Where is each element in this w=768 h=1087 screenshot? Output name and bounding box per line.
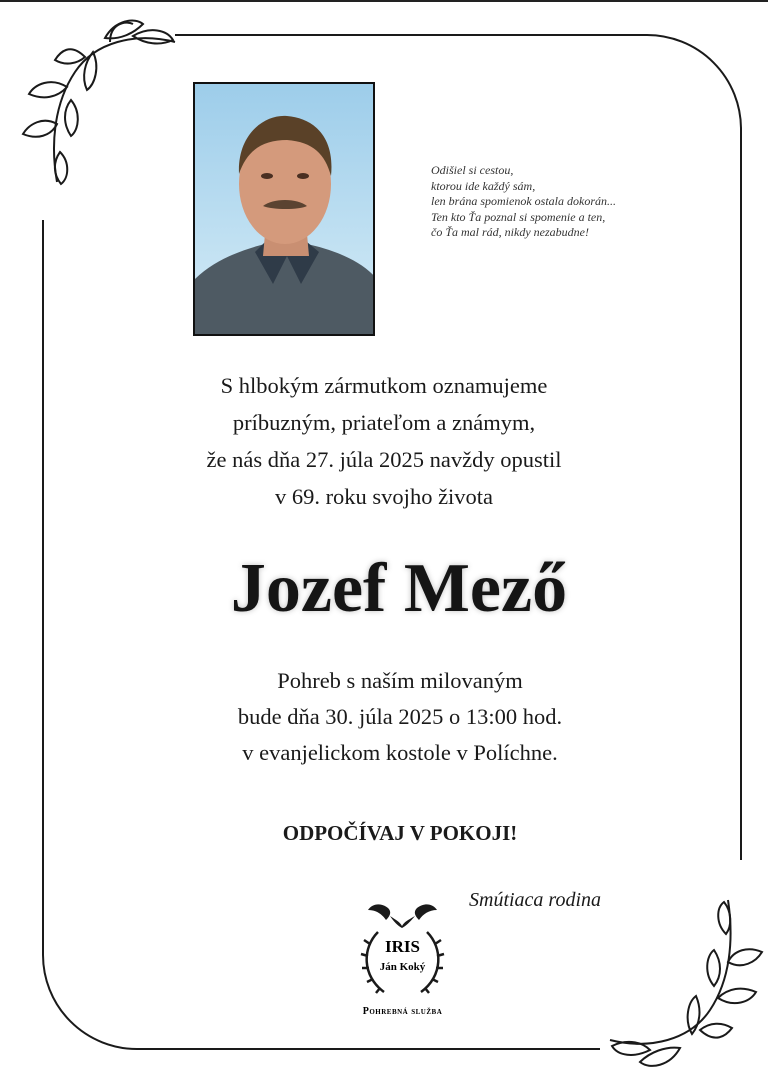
announcement-text — [0, 367, 768, 515]
poem-line: len brána spomienok ostala dokorán... — [431, 194, 616, 208]
top-border-line — [0, 0, 768, 2]
poem-line: Odišiel si cestou, — [431, 163, 514, 177]
funeral-line: Pohreb s naším milovaným — [277, 668, 523, 693]
doves-icon — [368, 904, 437, 928]
funeral-service-logo — [340, 898, 465, 1023]
logo-service: Pohrebná služba — [362, 1006, 443, 1017]
leaf-branch-bottom-right-icon — [600, 890, 768, 1080]
funeral-details — [0, 663, 768, 771]
logo-owner: Ján Koký — [379, 961, 426, 973]
announcement-line: príbuzným, priateľom a známym, — [232, 410, 536, 435]
memorial-poem — [431, 163, 691, 241]
portrait-photo — [193, 82, 375, 336]
rest-in-peace-heading: ODPOČÍVAJ V POKOJI! — [282, 821, 518, 845]
leaf-branch-top-left-icon — [15, 12, 185, 197]
announcement-line: že nás dňa 27. júla 2025 navždy opustil — [206, 447, 562, 472]
logo-brand: IRIS — [385, 937, 420, 956]
portrait-figure-icon — [195, 84, 375, 336]
announcement-line: v 69. roku svojho života — [274, 484, 494, 509]
family-signature: Smútiaca rodina — [469, 889, 602, 911]
announcement-line: S hlbokým zármutkom oznamujeme — [220, 373, 548, 398]
funeral-line: v evanjelickom kostole v Políchne. — [242, 740, 558, 765]
poem-line: čo Ťa mal rád, nikdy nezabudne! — [431, 225, 589, 239]
deceased-name: Jozef Mező — [230, 550, 568, 627]
poem-line: Ten kto Ťa poznal si spomenie a ten, — [431, 209, 606, 224]
poem-line: ktorou ide každý sám, — [431, 178, 536, 193]
funeral-line: bude dňa 30. júla 2025 o 13:00 hod. — [237, 704, 563, 729]
